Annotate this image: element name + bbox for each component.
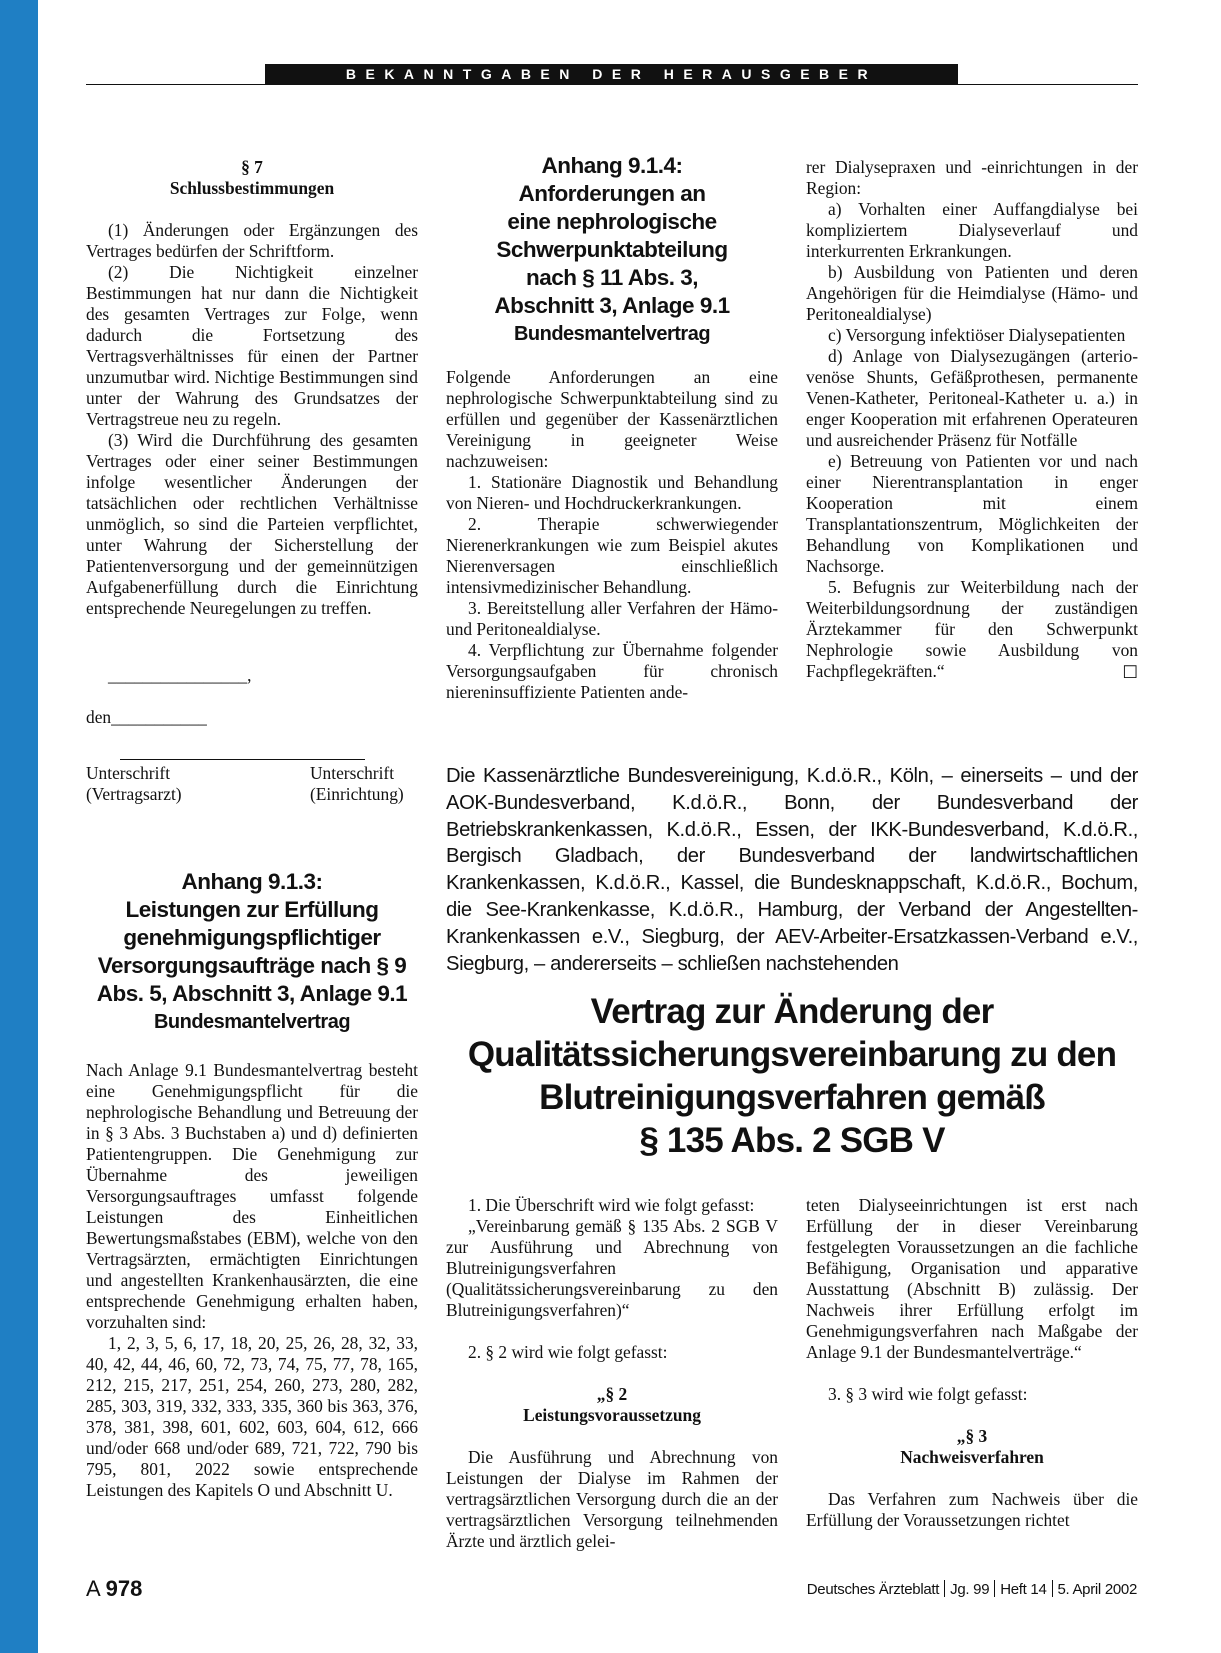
anhang-914-item-3: 3. Bereitstellung aller Verfahren der Hämo- und Peritonealdialyse. bbox=[446, 598, 778, 639]
place-line: ________________, bbox=[108, 665, 252, 685]
anhang-913-heading-line: Leistungen zur Erfüllung bbox=[125, 897, 379, 922]
section-2-title: Leistungsvoraussetzung bbox=[523, 1405, 701, 1425]
footer-separator bbox=[944, 1580, 945, 1597]
anhang-914-heading-line: Abschnitt 3, Anlage 9.1 bbox=[494, 293, 730, 318]
journal-footer bbox=[807, 1579, 1137, 1601]
anhang-913-heading-line: Anhang 9.1.3: bbox=[181, 869, 323, 894]
amendment-2: 2. § 2 wird wie folgt gefasst: bbox=[468, 1342, 668, 1362]
section-3-number: „§ 3 bbox=[956, 1426, 988, 1446]
anhang-914-item-4-continuation: rer Dialysepraxen und -einrichtungen in der Region: bbox=[806, 157, 1138, 198]
signature-left bbox=[86, 763, 182, 805]
anhang-914-sub-item-b: b) Ausbildung von Patienten und deren Angehörigen für die Heimdialyse (Hämo- und Peritonealdialyse) bbox=[806, 262, 1138, 324]
section-7-paragraph-2: (2) Die Nichtigkeit einzelner Bestimmungen hat nur dann die Nichtigkeit des gesamten Vertrages zur Folge, wenn dadurch die Fortsetzung des Vertragsverhältnisses für einen der Partner unzumutbar wird. Nichtige Bestimmungen sind unter der Wahrung des Grundsatzes der Vertragstreue neu zu regeln. bbox=[86, 262, 418, 429]
journal-volume: Jg. 99 bbox=[950, 1581, 990, 1598]
amendment-3: 3. § 3 wird wie folgt gefasst: bbox=[828, 1384, 1028, 1404]
amendment-column-left bbox=[446, 1195, 778, 1552]
section-3-body: Das Verfahren zum Nachweis über die Erfüllung der Voraussetzungen richtet bbox=[806, 1489, 1138, 1530]
anhang-914-sub-item-c: c) Versorgung infektiöser Dialysepatienten bbox=[828, 325, 1126, 345]
page-number bbox=[86, 1576, 142, 1602]
page-number-value: 978 bbox=[105, 1576, 143, 1601]
section-2-body-continuation: teten Dialyseeinrichtungen ist erst nach Erfüllung der in dieser Vereinbarung festgelegten Voraussetzungen an die fachliche Befähigung, Organisation und apparative Ausstattung (Abschnitt B) zulässig. Der Nachweis ihrer Erfüllung erfolgt im Genehmigungsverfahren nach Maßgabe der Anlage 9.1 der Bundesmantelverträge.“ bbox=[806, 1195, 1138, 1362]
anhang-913-heading-last: Bundesmantelvertrag bbox=[153, 1011, 351, 1033]
journal-name: Deutsches Ärzteblatt bbox=[806, 1581, 940, 1598]
contract-title-line: Vertrag zur Änderung der bbox=[590, 992, 994, 1031]
signature-line bbox=[120, 759, 365, 760]
anhang-913-heading bbox=[86, 868, 418, 1036]
anhang-914-sub-item-e: e) Betreuung von Patienten vor und nach einer Nierentransplantation in enger Kooperation mit einem Transplantationszentrum, Möglichkeiten der Behandlung von Komplikationen und Nachsorge. bbox=[806, 451, 1138, 576]
anhang-914-item-2: 2. Therapie schwerwiegender Nierenerkrankungen wie zum Beispiel akutes Nierenversagen einschließlich intensivmedizinischer Behandlung. bbox=[446, 514, 778, 597]
amendment-1: 1. Die Überschrift wird wie folgt gefasst: bbox=[468, 1195, 755, 1215]
page-prefix: A bbox=[86, 1576, 100, 1601]
amendment-column-right bbox=[806, 1195, 1138, 1531]
journal-date: 5. April 2002 bbox=[1057, 1581, 1137, 1598]
anhang-914-heading-line: eine nephrologische bbox=[507, 209, 717, 234]
anhang-914-item-5: 5. Befugnis zur Weiterbildung nach der Weiterbildungsordnung der zuständigen Ärztekammer für den Schwerpunkt Nephrologie sowie Ausbildung von Fachpflegekräften.“ bbox=[806, 577, 1138, 681]
contract-title-line: Blutreinigungsverfahren gemäß bbox=[539, 1078, 1045, 1117]
column-3-requirements bbox=[806, 157, 1138, 682]
signature-right bbox=[310, 763, 404, 805]
anhang-914-body bbox=[446, 367, 778, 703]
section-7-paragraph-1: (1) Änderungen oder Ergänzungen des Vertrages bedürfen der Schriftform. bbox=[86, 220, 418, 261]
anhang-913-codes: 1, 2, 3, 5, 6, 17, 18, 20, 25, 26, 28, 32, 33, 40, 42, 44, 46, 60, 72, 73, 74, 75, 77, 78, 165, 212, 215, 217, 251, 254, 260, 273, 280, 282, 285, 303, 319, 332, 333, 335, 360 bis 363, 376, 378, 381, 398, 601, 602, 603, 604, 612, 666 und/oder 668 und/oder 689, 721, 722, 790 bis 795, 801, 2022 sowie entsprechende Leistungen des Kapitels O und Abschnitt U. bbox=[86, 1333, 418, 1500]
anhang-913-heading-line: genehmigungspflichtiger bbox=[123, 925, 381, 950]
contract-parties-intro: Die Kassenärztliche Bundesvereinigung, K.d.ö.R., Köln, – einerseits – und der AOK-Bundesverband, K.d.ö.R., Bonn, der Bundesverband der Betriebskrankenkassen, K.d.ö.R., Essen, der IKK-Bundesverband, K.d.ö.R., Bergisch Gladbach, der Bundesverband der landwirtschaftlichen Krankenkassen, K.d.ö.R., Kassel, die Bundesknappschaft, K.d.ö.R., Bochum, die See-Krankenkasse, K.d.ö.R., Hamburg, der Verband der Angestellten-Krankenkassen e.V., Siegburg, der AEV-Arbeiter-Ersatzkassen-Verband e.V., Siegburg, – andererseits – schließen nachstehenden bbox=[446, 765, 1138, 975]
anhang-914-sub-item-d: d) Anlage von Dialysezugängen (arterio-venöse Shunts, Gefäßprothesen, permanente Venen-Katheter, Peritoneal-Katheter u. a.) in enger Kooperation mit erfahrenen Operateuren und ausreichender Präsenz für Notfälle bbox=[806, 346, 1138, 450]
anhang-913-heading-line: Versorgungsaufträge nach § 9 bbox=[97, 953, 407, 978]
signature-right-role: (Einrichtung) bbox=[310, 784, 404, 804]
anhang-913-heading-line: Abs. 5, Abschnitt 3, Anlage 9.1 bbox=[96, 981, 408, 1006]
section-header-band: BEKANNTGABEN DER HERAUSGEBER bbox=[265, 64, 958, 84]
anhang-914-heading-last: Bundesmantelvertrag bbox=[513, 323, 711, 345]
section-2-body: Die Ausführung und Abrechnung von Leistungen der Dialyse im Rahmen der vertragsärztlichen Versorgung durch die an der vertragsärztlichen Versorgung teilnehmenden Ärzte und ärztlich gelei- bbox=[446, 1447, 778, 1551]
anhang-914-heading-line: nach § 11 Abs. 3, bbox=[525, 265, 698, 290]
section-7-title: Schlussbestimmungen bbox=[169, 178, 335, 198]
footer-separator bbox=[1052, 1580, 1053, 1597]
anhang-914-heading-line: Schwerpunktabteilung bbox=[496, 237, 728, 262]
signature-left-label: Unterschrift bbox=[86, 763, 171, 783]
header-rule bbox=[86, 84, 1138, 85]
amendment-1-text: „Vereinbarung gemäß § 135 Abs. 2 SGB V zur Ausführung und Abrechnung von Blutreinigungsverfahren (Qualitätssicherungsvereinbarung zu den Blutreinigungsverfahren)“ bbox=[446, 1216, 778, 1320]
section-3-title: Nachweisverfahren bbox=[900, 1447, 1044, 1467]
anhang-914-heading bbox=[446, 152, 778, 348]
anhang-914-intro: Folgende Anforderungen an eine nephrologische Schwerpunktabteilung sind zu erfüllen und gegenüber der Kassenärztlichen Vereinigung in geeigneter Weise nachzuweisen: bbox=[446, 367, 778, 471]
section-7-number: § 7 bbox=[241, 157, 263, 177]
anhang-913-body bbox=[86, 1060, 418, 1501]
column-1-section-7 bbox=[86, 157, 418, 619]
anhang-914-item-4: 4. Verpflichtung zur Übernahme folgender Versorgungsaufgaben für chronisch niereninsuffiziente Patienten ande- bbox=[446, 640, 778, 702]
contract-title-line: § 135 Abs. 2 SGB V bbox=[639, 1121, 945, 1160]
anhang-914-sub-item-a: a) Vorhalten einer Auffangdialyse bei kompliziertem Dialyseverlauf und interkurrenten Erkrankungen. bbox=[806, 199, 1138, 261]
anhang-914-heading-line: Anhang 9.1.4: bbox=[541, 153, 683, 178]
section-2-number: „§ 2 bbox=[596, 1384, 628, 1404]
anhang-913-text: Nach Anlage 9.1 Bundesmantelvertrag besteht eine Genehmigungspflicht für die nephrologische Behandlung und Betreuung der in § 3 Abs. 3 Buchstaben a) und d) definierten Patientengruppen. Die Genehmigung zur Übernahme des jeweiligen Versorgungsauftrages umfasst folgende Leistungen des Einheitlichen Bewertungsmaßstabes (EBM), welche von den Vertragsärzten, ermächtigten Einrichtungen und angestellten Krankenhausärzten, die eine entsprechende Genehmigung erhalten haben, vorzuhalten sind: bbox=[86, 1060, 418, 1332]
anhang-914-heading-line: Anforderungen an bbox=[518, 181, 706, 206]
journal-issue: Heft 14 bbox=[1000, 1581, 1047, 1598]
date-line: den___________ bbox=[86, 707, 207, 727]
side-color-bar bbox=[0, 0, 38, 1653]
contract-title-line: Qualitätssicherungsvereinbarung zu den bbox=[467, 1035, 1117, 1074]
contract-title bbox=[446, 990, 1138, 1162]
footer-separator bbox=[994, 1580, 995, 1597]
anhang-914-item-1: 1. Stationäre Diagnostik und Behandlung von Nieren- und Hochdruckerkrankungen. bbox=[446, 472, 778, 513]
end-of-article-box: ☐ bbox=[1122, 662, 1138, 682]
section-7-paragraph-3: (3) Wird die Durchführung des gesamten Vertrages oder einer seiner Bestimmungen infolge wesentlicher Änderungen der tatsächlichen oder rechtlichen Verhältnisse unmöglich, so sind die Parteien verpflichtet, unter Wahrung der Sicherstellung der Patientenversorgung und der gemeinnützigen Aufgabenerfüllung durch die Einrichtung entsprechende Neuregelungen zu treffen. bbox=[86, 430, 418, 618]
signature-right-label: Unterschrift bbox=[310, 763, 395, 783]
signature-left-role: (Vertragsarzt) bbox=[86, 784, 182, 804]
